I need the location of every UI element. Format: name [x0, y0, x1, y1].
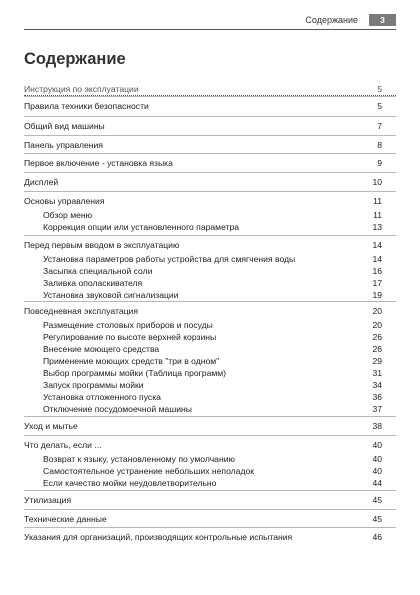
toc-entry[interactable] — [24, 514, 382, 525]
toc-entry-label: Повседневная эксплуатация — [24, 306, 138, 316]
toc-subentry[interactable] — [43, 392, 382, 403]
toc-entry-label: Основы управления — [24, 196, 105, 206]
toc-entry-label: Технические данные — [24, 514, 107, 524]
toc-page-number: 40 — [372, 440, 382, 450]
toc-page-number: 26 — [372, 332, 382, 342]
toc-page-number: 5 — [377, 84, 382, 94]
toc-entry[interactable] — [24, 495, 382, 506]
toc-entry-label: Обзор меню — [43, 210, 93, 220]
toc-page-number: 20 — [372, 306, 382, 316]
toc-divider — [24, 509, 396, 510]
toc-page-number: 45 — [372, 495, 382, 505]
toc-entry[interactable] — [24, 140, 382, 151]
toc-page-number: 38 — [372, 421, 382, 431]
toc-page-number: 34 — [372, 380, 382, 390]
toc-subentry[interactable] — [43, 454, 382, 465]
toc-entry-label: Первое включение - установка языка — [24, 158, 173, 168]
toc-entry[interactable] — [24, 440, 382, 451]
toc-page-number: 16 — [372, 266, 382, 276]
toc-divider — [24, 235, 396, 236]
toc-entry-label: Установка параметров работы устройства для смягчения воды — [43, 254, 296, 264]
toc-subentry[interactable] — [43, 466, 382, 477]
page-title: Содержание — [24, 50, 126, 68]
toc-entry[interactable] — [24, 421, 382, 432]
toc-divider — [24, 490, 396, 491]
toc-page-number: 26 — [372, 344, 382, 354]
toc-entry-label: Панель управления — [24, 140, 103, 150]
toc-page-number: 29 — [372, 356, 382, 366]
toc-entry-label: Правила техники безопасности — [24, 101, 149, 111]
toc-entry[interactable] — [24, 306, 382, 317]
toc-entry[interactable] — [24, 240, 382, 251]
toc-divider — [24, 116, 396, 117]
toc-page-number: 5 — [377, 101, 382, 111]
toc-subentry[interactable] — [43, 266, 382, 277]
toc-entry[interactable] — [24, 101, 382, 112]
toc-subentry[interactable] — [43, 344, 382, 355]
toc-subentry[interactable] — [43, 404, 382, 415]
toc-entry-label: Применение моющих средств "три в одном" — [43, 356, 220, 366]
toc-subentry[interactable] — [43, 356, 382, 367]
toc-page-number: 37 — [372, 404, 382, 414]
toc-entry-label: Инструкция по эксплуатации — [24, 84, 139, 94]
toc-entry-label: Коррекция опции или установленного параметра — [43, 222, 240, 232]
page-number-badge: 3 — [369, 14, 396, 26]
toc-entry-label: Установка отложенного пуска — [43, 392, 161, 402]
toc-entry-label: Отключение посудомоечной машины — [43, 404, 192, 414]
toc-page-number: 9 — [377, 158, 382, 168]
toc-entry-label: Регулирование по высоте верхней корзины — [43, 332, 217, 342]
running-header-title: Содержание — [305, 15, 358, 25]
toc-page-number: 20 — [372, 320, 382, 330]
toc-divider — [24, 96, 396, 97]
toc-entry[interactable] — [24, 121, 382, 132]
toc-page-number: 40 — [372, 466, 382, 476]
toc-page-number: 11 — [373, 210, 382, 220]
toc-subentry[interactable] — [43, 368, 382, 379]
toc-entry-label: Возврат к языку, установленному по умолчанию — [43, 454, 235, 464]
toc-page-number: 45 — [372, 514, 382, 524]
toc-entry-label: Если качество мойки неудовлетворительно — [43, 478, 217, 488]
toc-entry-label: Утилизация — [24, 495, 72, 505]
toc-divider — [24, 301, 396, 302]
toc-divider — [24, 135, 396, 136]
toc-page-number: 7 — [377, 121, 382, 131]
toc-subentry[interactable] — [43, 290, 382, 301]
toc-subentry[interactable] — [43, 254, 382, 265]
toc-entry-label: Засыпка специальной соли — [43, 266, 153, 276]
toc-entry-label: Размещение столовых приборов и посуды — [43, 320, 213, 330]
toc-divider — [24, 435, 396, 436]
toc-entry[interactable] — [24, 158, 382, 169]
toc-page-number: 31 — [372, 368, 382, 378]
toc-entry-label: Указания для организаций, производящих контрольные испытания — [24, 532, 293, 542]
toc-divider — [24, 416, 396, 417]
toc-entry-label: Заливка ополаскивателя — [43, 278, 143, 288]
toc-entry-label: Уход и мытье — [24, 421, 78, 431]
toc-page-number: 40 — [372, 454, 382, 464]
toc-page-number: 14 — [372, 254, 382, 264]
toc-page-number: 46 — [372, 532, 382, 542]
toc-page-number: 14 — [372, 240, 382, 250]
toc-page-number: 17 — [372, 278, 382, 288]
toc-divider — [24, 172, 396, 173]
toc-subentry[interactable] — [43, 210, 382, 221]
toc-entry-label: Общий вид машины — [24, 121, 105, 131]
toc-entry-label: Внесение моющего средства — [43, 344, 160, 354]
toc-page-number: 10 — [372, 177, 382, 187]
toc-entry[interactable] — [24, 177, 382, 188]
toc-entry[interactable] — [24, 196, 382, 207]
toc-page-number: 13 — [372, 222, 382, 232]
toc-entry-label: Самостоятельное устранение небольших неполадок — [43, 466, 255, 476]
toc-entry-label: Что делать, если ... — [24, 440, 102, 450]
toc-page-number: 19 — [372, 290, 382, 300]
toc-entry[interactable] — [24, 84, 382, 95]
toc-entry-label: Установка звуковой сигнализации — [43, 290, 179, 300]
toc-entry-label: Перед первым вводом в эксплуатацию — [24, 240, 180, 250]
toc-subentry[interactable] — [43, 478, 382, 489]
toc-subentry[interactable] — [43, 320, 382, 331]
toc-entry-label: Запуск программы мойки — [43, 380, 144, 390]
toc-divider — [24, 527, 396, 528]
toc-entry-label: Дисплей — [24, 177, 59, 187]
toc-page-number: 44 — [372, 478, 382, 488]
toc-page-number: 36 — [372, 392, 382, 402]
toc-subentry[interactable] — [43, 332, 382, 343]
toc-page-number: 8 — [377, 140, 382, 150]
toc-entry-label: Выбор программы мойки (Таблица программ) — [43, 368, 227, 378]
toc-entry[interactable] — [24, 532, 382, 543]
toc-subentry[interactable] — [43, 380, 382, 391]
toc-page-number: 11 — [373, 196, 382, 206]
toc-subentry[interactable] — [43, 278, 382, 289]
toc-divider — [24, 191, 396, 192]
toc-divider — [24, 153, 396, 154]
toc-subentry[interactable] — [43, 222, 382, 233]
